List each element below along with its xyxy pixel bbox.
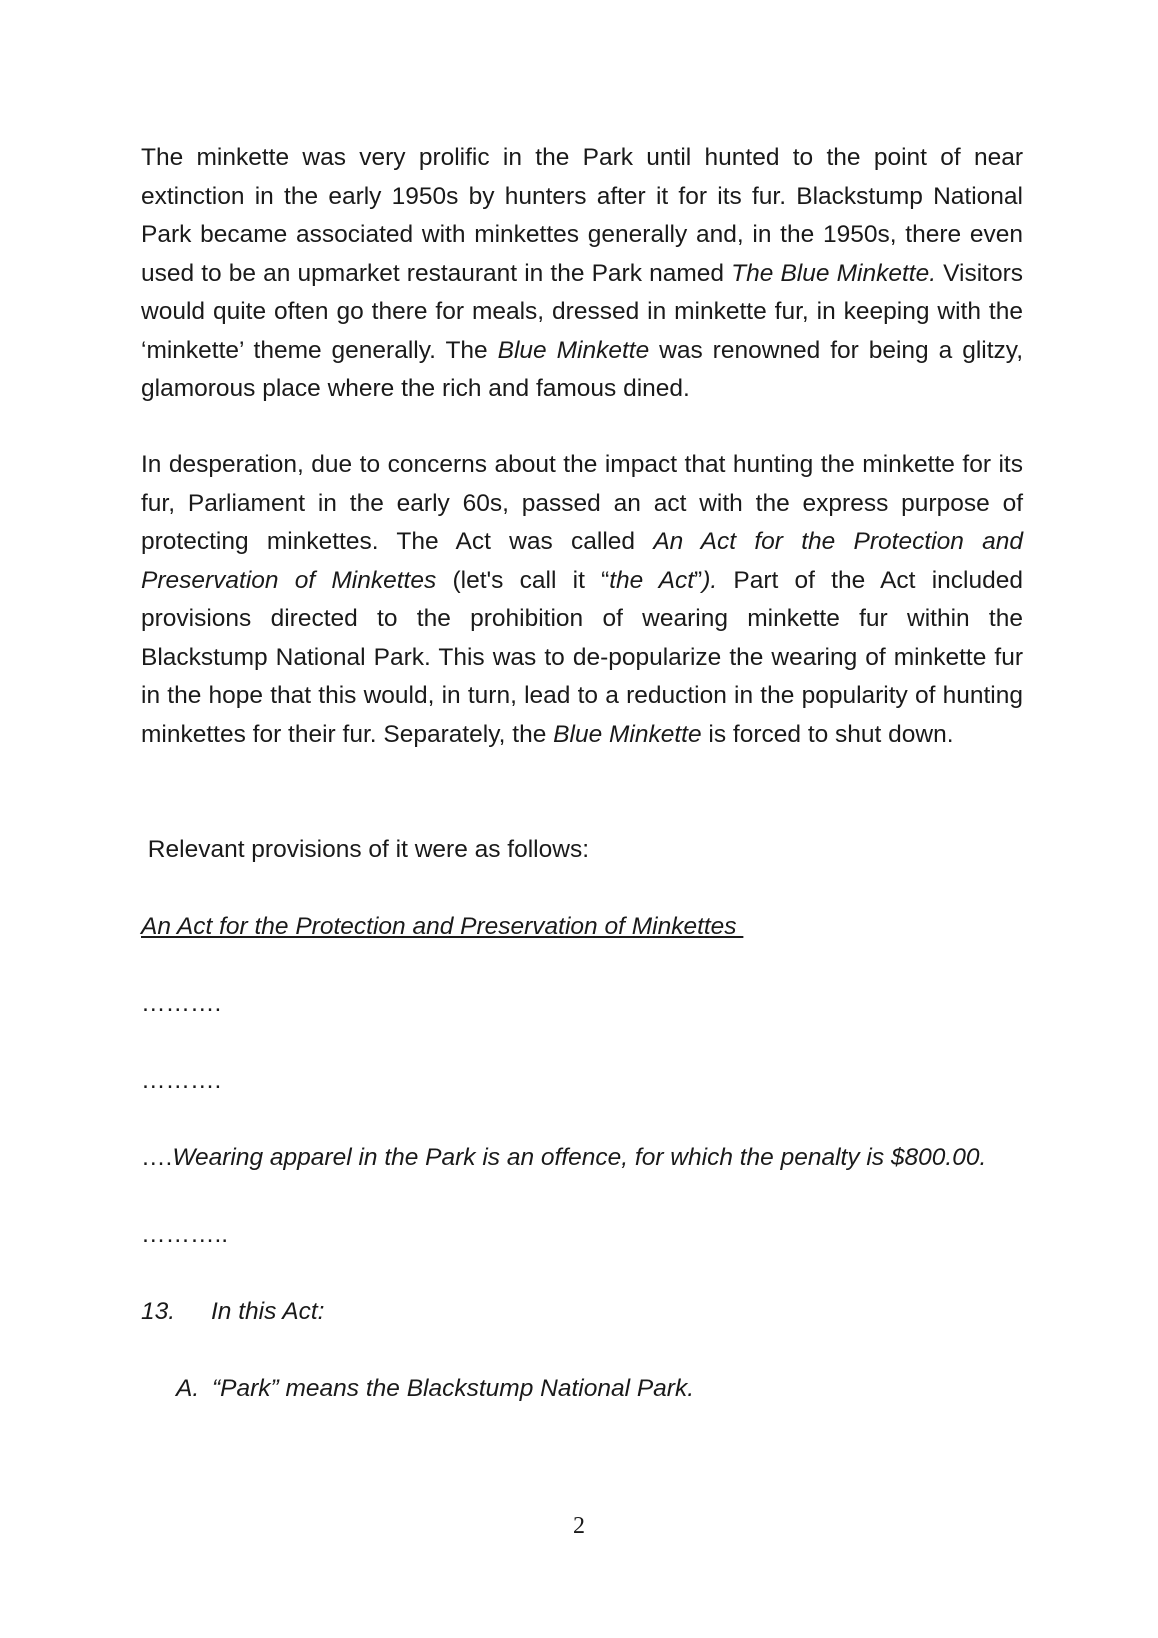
text-run: (let's call it “ (436, 566, 610, 594)
italic-restaurant-name: The Blue Minkette. (731, 259, 936, 287)
text-run: Visitors would quite often go there for meals, dressed in minkette fur, in keeping with the ‘minkette’ theme generally. The (141, 259, 1023, 364)
italic-act-name: An Act for the Protection and Preservation of Minkettes (141, 528, 1023, 594)
ellipsis-line: ………. (141, 1067, 222, 1094)
text-run: is forced to shut down. (701, 720, 954, 748)
definition-park (176, 1370, 1058, 1409)
text-run: Part of the Act included provisions directed to the prohibition of wearing minkette fur within the Blackstump National Park. This was to de-popularize the wearing of minkette fur in the hope that this would, in turn, lead to a reduction in the popularity of hunting minkettes for their fur. Separately, the (141, 566, 1023, 748)
relevant-provisions-intro: Relevant provisions of it were as follows: (141, 836, 589, 863)
text-run: was renowned for being a glitzy, glamorous place where the rich and famous dined. (141, 336, 1023, 402)
text-run: The minkette was very prolific in the Park until hunted to the point of near extinction in the early 1950s by hunters after it for its fur. Blackstump National Park became associated with minkettes generally and, in the 1950s, there even used to be an upmarket restaurant in the Park named (141, 144, 1023, 287)
paragraph-minkette-history (141, 139, 1023, 409)
ellipsis-prefix: …. (141, 1144, 173, 1171)
definition-text: “Park” means the Blackstump National Park. (212, 1375, 695, 1402)
ellipsis-line: ………. (141, 990, 222, 1017)
definition-letter: A. (176, 1375, 200, 1402)
italic-punctuation: ). (702, 566, 718, 594)
text-run: In desperation, due to concerns about the impact that hunting the minkette for its fur, Parliament in the early 60s, passed an act with the express purpose of protecting minkettes. The Act was called (141, 451, 1023, 555)
offence-text: Wearing apparel in the Park is an offence, for which the penalty is $800.00. (172, 1144, 987, 1171)
ellipsis-line: ……….. (141, 1221, 229, 1248)
section-number: 13. (141, 1298, 176, 1325)
italic-restaurant-name: Blue Minkette (497, 336, 650, 364)
section-13 (141, 1293, 1023, 1332)
act-title-heading: An Act for the Protection and Preservation of Minkettes (141, 913, 744, 940)
paragraph-act-background (141, 446, 1023, 754)
offence-provision (141, 1139, 1023, 1178)
text-run: ” (694, 566, 703, 594)
section-text: In this Act: (211, 1298, 325, 1325)
italic-restaurant-name: Blue Minkette (553, 720, 702, 748)
page-number: 2 (573, 1513, 585, 1539)
italic-the-act: the Act (609, 566, 695, 594)
